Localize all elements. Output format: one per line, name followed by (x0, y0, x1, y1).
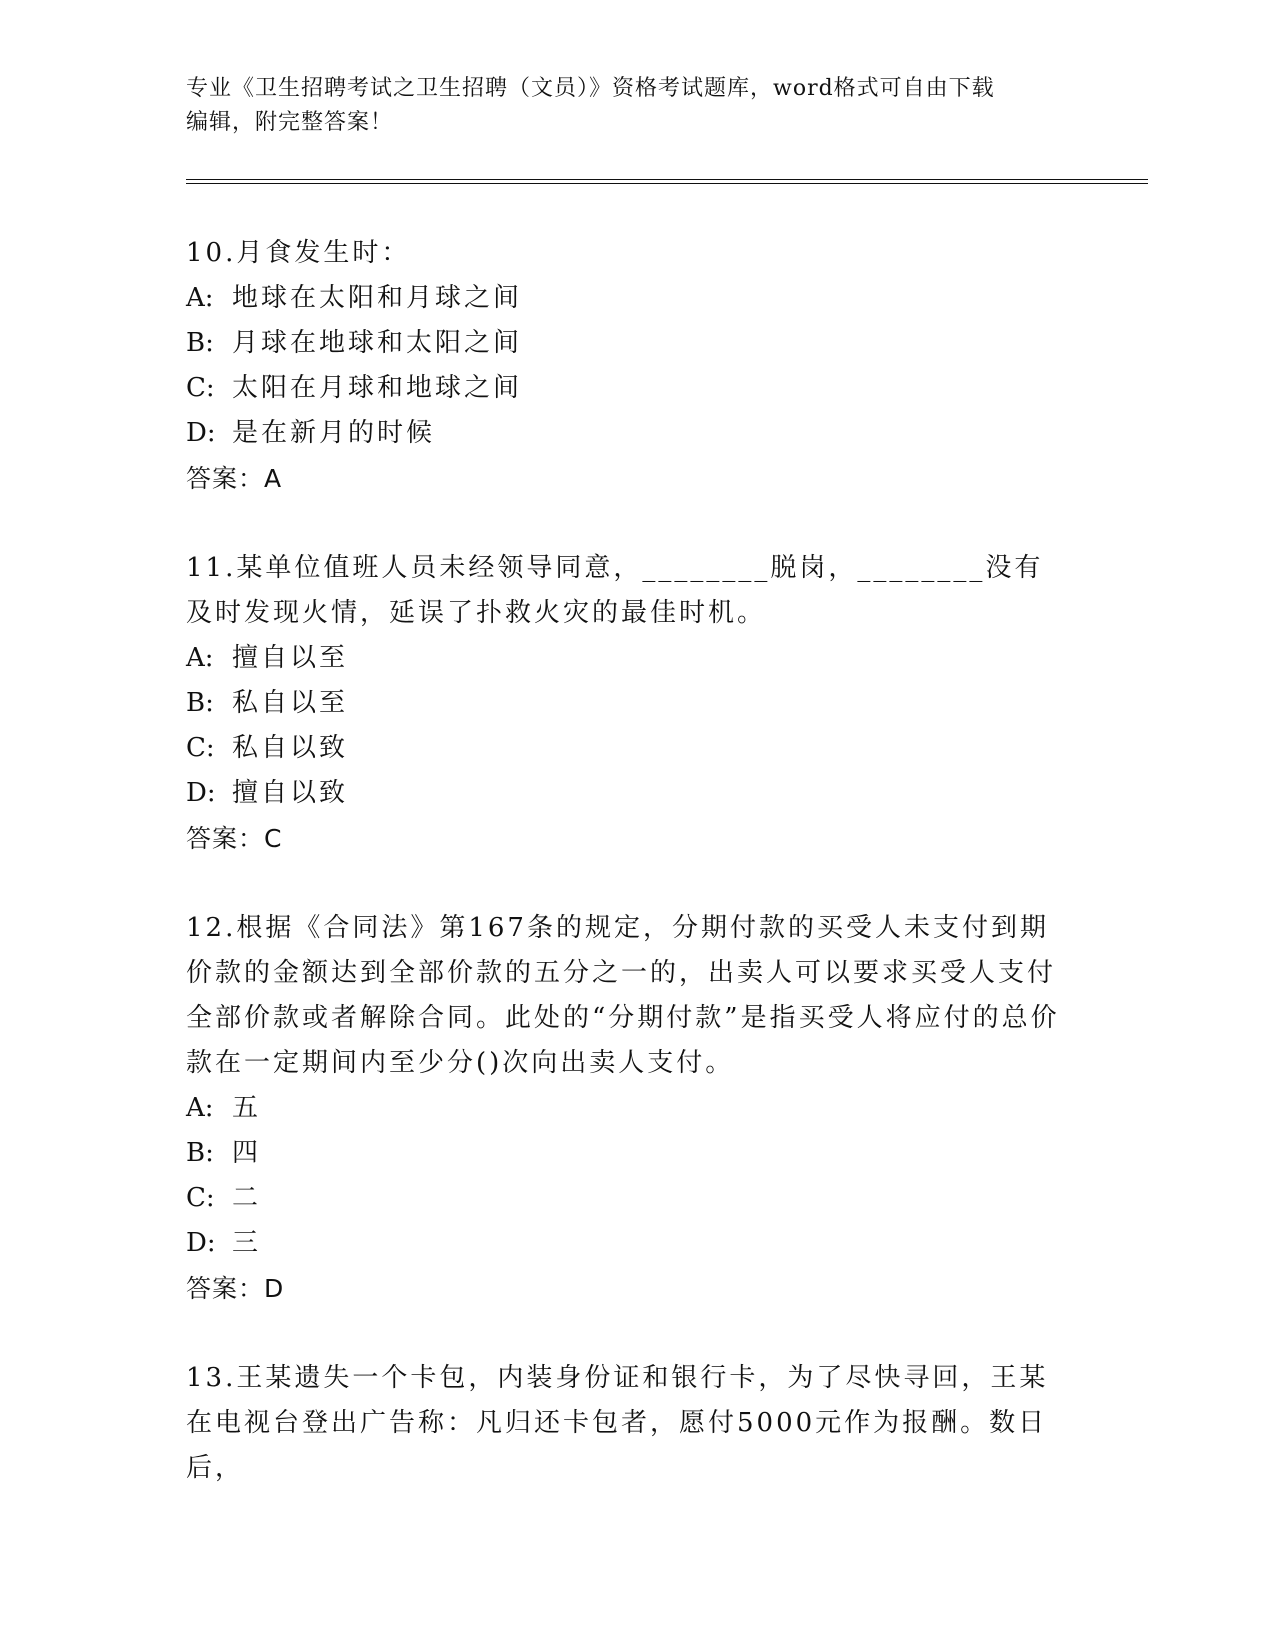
question-list (186, 231, 1066, 1536)
option-letter: A: (186, 1093, 214, 1123)
option-letter: A: (186, 643, 214, 673)
option-text: 五 (232, 1093, 262, 1123)
header-line-2: 编辑，附完整答案！ (186, 110, 394, 135)
option-letter: C: (186, 1183, 215, 1213)
option-b (186, 321, 1066, 366)
answer-line: 答案：C (186, 824, 283, 853)
option-text: 二 (232, 1183, 262, 1213)
option-text: 太阳在月球和地球之间 (232, 373, 523, 403)
question-13 (186, 1356, 1066, 1491)
option-a (186, 276, 1066, 321)
option-letter: C: (186, 733, 215, 763)
option-letter: B: (186, 688, 214, 718)
option-letter: C: (186, 373, 215, 403)
option-b (186, 1131, 1066, 1176)
option-text: 擅自以致 (232, 778, 349, 808)
option-c (186, 1176, 1066, 1221)
option-c (186, 366, 1066, 411)
answer-line: 答案：A (186, 464, 283, 493)
option-b (186, 681, 1066, 726)
option-d (186, 411, 1066, 456)
option-text: 地球在太阳和月球之间 (232, 283, 523, 313)
option-a (186, 1086, 1066, 1131)
question-10 (186, 231, 1066, 501)
option-letter: D: (186, 1228, 216, 1258)
option-letter: B: (186, 1138, 214, 1168)
header-line-1: 专业《卫生招聘考试之卫生招聘（文员）》资格考试题库，word格式可自由下载 (186, 76, 995, 101)
option-c (186, 726, 1066, 771)
option-text: 三 (232, 1228, 262, 1258)
option-d (186, 1221, 1066, 1266)
option-letter: D: (186, 418, 216, 448)
header-divider (186, 179, 1148, 184)
question-stem: 13.王某遗失一个卡包，内装身份证和银行卡，为了尽快寻回，王某在电视台登出广告称：凡归还卡包者，愿付5000元作为报酬。数日后， (186, 1363, 1049, 1483)
option-text: 月球在地球和太阳之间 (232, 328, 523, 358)
answer-line: 答案：D (186, 1274, 285, 1303)
option-letter: B: (186, 328, 214, 358)
option-a (186, 636, 1066, 681)
document-header (186, 72, 1066, 140)
question-stem: 11.某单位值班人员未经领导同意，________脱岗，________没有及时发现火情，延误了扑救火灾的最佳时机。 (186, 553, 1044, 628)
option-text: 是在新月的时候 (232, 418, 436, 448)
question-stem: 12.根据《合同法》第167条的规定，分期付款的买受人未支付到期价款的金额达到全部价款的五分之一的，出卖人可以要求买受人支付全部价款或者解除合同。此处的“分期付款”是指买受人将应付的总价款在一定期间内至少分()次向出卖人支付。 (186, 913, 1060, 1078)
option-text: 私自以至 (232, 688, 349, 718)
option-text: 擅自以至 (232, 643, 349, 673)
option-letter: D: (186, 778, 216, 808)
question-stem: 10.月食发生时： (186, 238, 411, 268)
option-letter: A: (186, 283, 214, 313)
option-text: 私自以致 (232, 733, 349, 763)
option-d (186, 771, 1066, 816)
option-text: 四 (232, 1138, 262, 1168)
question-12 (186, 906, 1066, 1311)
question-11 (186, 546, 1066, 861)
